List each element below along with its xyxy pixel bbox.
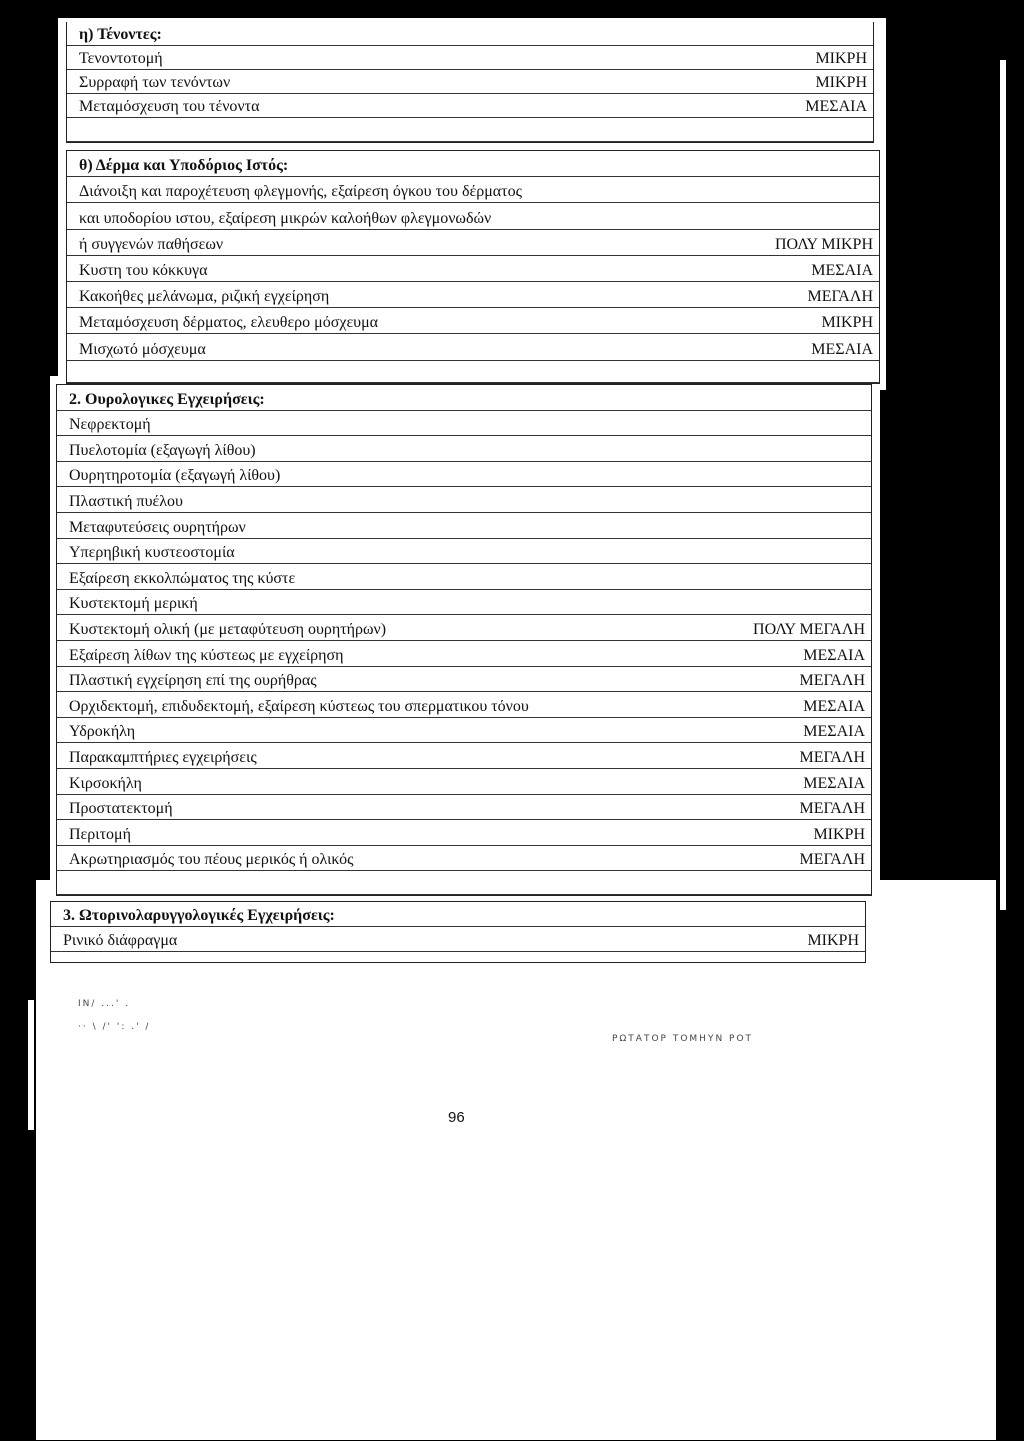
severity-label: ΜΕΣΑΙΑ bbox=[811, 261, 873, 279]
severity-label: ΠΟΛΥ ΜΙΚΡΗ bbox=[774, 235, 873, 253]
procedure-name: Ουρητηροτομία (εξαγωγή λίθου) bbox=[69, 467, 281, 485]
severity-label: ΜΕΓΑΛΗ bbox=[799, 672, 865, 690]
urology-table bbox=[56, 384, 872, 896]
skin-table bbox=[66, 150, 880, 384]
severity-label: ΜΙΚΡΗ bbox=[813, 825, 865, 843]
severity-label: ΜΙΚΡΗ bbox=[815, 50, 867, 67]
faint-mark: ·· \ /' ': .' / bbox=[78, 1022, 151, 1032]
severity-label: ΜΕΣΑΙΑ bbox=[803, 723, 865, 741]
procedure-name: Μεταμόσχευση δέρματος, ελευθερο μόσχευμα bbox=[79, 314, 379, 332]
section-heading: η) Τένοντες: bbox=[79, 26, 162, 43]
procedure-name: Υδροκήλη bbox=[69, 723, 136, 741]
procedure-name: Συρραφή των τενόντων bbox=[79, 74, 231, 91]
procedure-name: Κυστη του κόκκυγα bbox=[79, 261, 208, 279]
procedure-name: Υπερηβική κυστεοστομία bbox=[69, 544, 235, 562]
table-row bbox=[67, 230, 879, 256]
table-row bbox=[67, 282, 879, 308]
procedure-name: Μεταμόσχευση του τένοντα bbox=[79, 98, 260, 115]
severity-label: ΜΙΚΡΗ bbox=[815, 74, 867, 91]
section-heading: 2. Ουρολογικες Εγχειρήσεις: bbox=[69, 390, 265, 408]
section-heading-row bbox=[67, 151, 879, 177]
table-row bbox=[57, 462, 871, 488]
table-row bbox=[57, 590, 871, 616]
faint-mark: ΡΩΤΑΤΟΡ ΤΟΜΗΥΝ ΡΟΤ bbox=[612, 1034, 754, 1044]
tendons-table bbox=[66, 22, 874, 143]
faint-mark: ΙΝ/ ...' . bbox=[78, 999, 131, 1009]
table-row bbox=[67, 177, 879, 203]
procedure-name: Ορχιδεκτομή, επιδυδεκτομή, εξαίρεση κύστεως του σπερματικου τόνου bbox=[69, 697, 529, 715]
severity-label: ΜΕΓΑΛΗ bbox=[799, 800, 865, 818]
table-row bbox=[67, 70, 873, 94]
procedure-name: Κακοήθες μελάνωμα, ριζική εγχείρηση bbox=[79, 288, 330, 306]
paper-fragment-right bbox=[1000, 60, 1006, 910]
section-heading: 3. Ωτορινολαρυγγολογικές Εγχειρήσεις: bbox=[63, 907, 335, 924]
blank-row bbox=[51, 952, 865, 962]
paper-fragment-left bbox=[28, 1000, 34, 1130]
table-row bbox=[67, 203, 879, 229]
procedure-name: Εξαίρεση εκκολπώματος της κύστε bbox=[69, 569, 296, 587]
table-row bbox=[57, 615, 871, 641]
procedure-name: ή συγγενών παθήσεων bbox=[79, 235, 224, 253]
procedure-name: Πυελοτομία (εξαγωγή λίθου) bbox=[69, 441, 256, 459]
procedure-name: Τενοντοτομή bbox=[79, 50, 163, 67]
severity-label: ΜΕΣΑΙΑ bbox=[805, 98, 867, 115]
table-row bbox=[57, 641, 871, 667]
procedure-name: Παρακαμπτήριες εγχειρήσεις bbox=[69, 748, 257, 766]
procedure-name: Πλαστική πυέλου bbox=[69, 492, 183, 510]
table-row bbox=[67, 308, 879, 334]
table-row bbox=[57, 769, 871, 795]
table-row bbox=[57, 539, 871, 565]
table-row bbox=[67, 46, 873, 70]
section-heading-row bbox=[51, 902, 865, 927]
ent-table bbox=[50, 901, 866, 963]
severity-label: ΜΕΓΑΛΗ bbox=[799, 851, 865, 869]
table-row bbox=[57, 743, 871, 769]
procedure-name: Διάνοιξη και παροχέτευση φλεγμονής, εξαίρεση όγκου του δέρματος bbox=[79, 183, 522, 201]
procedure-name: Ρινικό διάφραγμα bbox=[63, 932, 178, 949]
procedure-name: Κιρσοκήλη bbox=[69, 774, 142, 792]
severity-label: ΜΕΣΑΙΑ bbox=[803, 774, 865, 792]
severity-label: ΜΕΓΑΛΗ bbox=[807, 288, 873, 306]
severity-label: ΠΟΛΥ ΜΕΓΑΛΗ bbox=[753, 620, 865, 638]
blank-row bbox=[67, 361, 879, 383]
table-row bbox=[57, 513, 871, 539]
blank-row bbox=[57, 871, 871, 895]
table-row bbox=[57, 436, 871, 462]
section-heading-row bbox=[57, 385, 871, 411]
procedure-name: και υποδορίου ιστου, εξαίρεση μικρών καλοήθων φλεγμονωδών bbox=[79, 209, 492, 227]
page-number: 96 bbox=[448, 1109, 465, 1126]
severity-label: ΜΕΓΑΛΗ bbox=[799, 748, 865, 766]
blank-row bbox=[67, 118, 873, 142]
paper-sheet-bottom bbox=[36, 880, 996, 1440]
procedure-name: Πλαστική εγχείρηση επί της ουρήθρας bbox=[69, 672, 317, 690]
table-row bbox=[51, 927, 865, 952]
procedure-name: Μεταφυτεύσεις ουρητήρων bbox=[69, 518, 246, 536]
table-row bbox=[57, 564, 871, 590]
procedure-name: Κυστεκτομή ολική (με μεταφύτευση ουρητήρων) bbox=[69, 620, 387, 638]
table-row bbox=[67, 256, 879, 282]
severity-label: ΜΕΣΑΙΑ bbox=[803, 697, 865, 715]
section-heading-row bbox=[67, 22, 873, 46]
procedure-name: Ακρωτηριασμός του πέους μερικός ή ολικός bbox=[69, 851, 354, 869]
table-row bbox=[57, 795, 871, 821]
severity-label: ΜΕΣΑΙΑ bbox=[803, 646, 865, 664]
procedure-name: Περιτομή bbox=[69, 825, 131, 843]
table-row bbox=[67, 334, 879, 360]
table-row bbox=[57, 846, 871, 872]
table-row bbox=[57, 667, 871, 693]
procedure-name: Προστατεκτομή bbox=[69, 800, 173, 818]
procedure-name: Μισχωτό μόσχευμα bbox=[79, 340, 206, 358]
table-row bbox=[57, 718, 871, 744]
severity-label: ΜΙΚΡΗ bbox=[821, 314, 873, 332]
severity-label: ΜΕΣΑΙΑ bbox=[811, 340, 873, 358]
procedure-name: Νεφρεκτομή bbox=[69, 416, 151, 434]
procedure-name: Εξαίρεση λίθων της κύστεως με εγχείρηση bbox=[69, 646, 344, 664]
table-row bbox=[57, 411, 871, 437]
table-row bbox=[57, 692, 871, 718]
procedure-name: Κυστεκτομή μερική bbox=[69, 595, 198, 613]
section-heading: θ) Δέρμα και Υποδόριος Ιστός: bbox=[79, 157, 289, 175]
table-row bbox=[57, 820, 871, 846]
table-row bbox=[57, 487, 871, 513]
table-row bbox=[67, 94, 873, 118]
severity-label: ΜΙΚΡΗ bbox=[807, 932, 859, 949]
